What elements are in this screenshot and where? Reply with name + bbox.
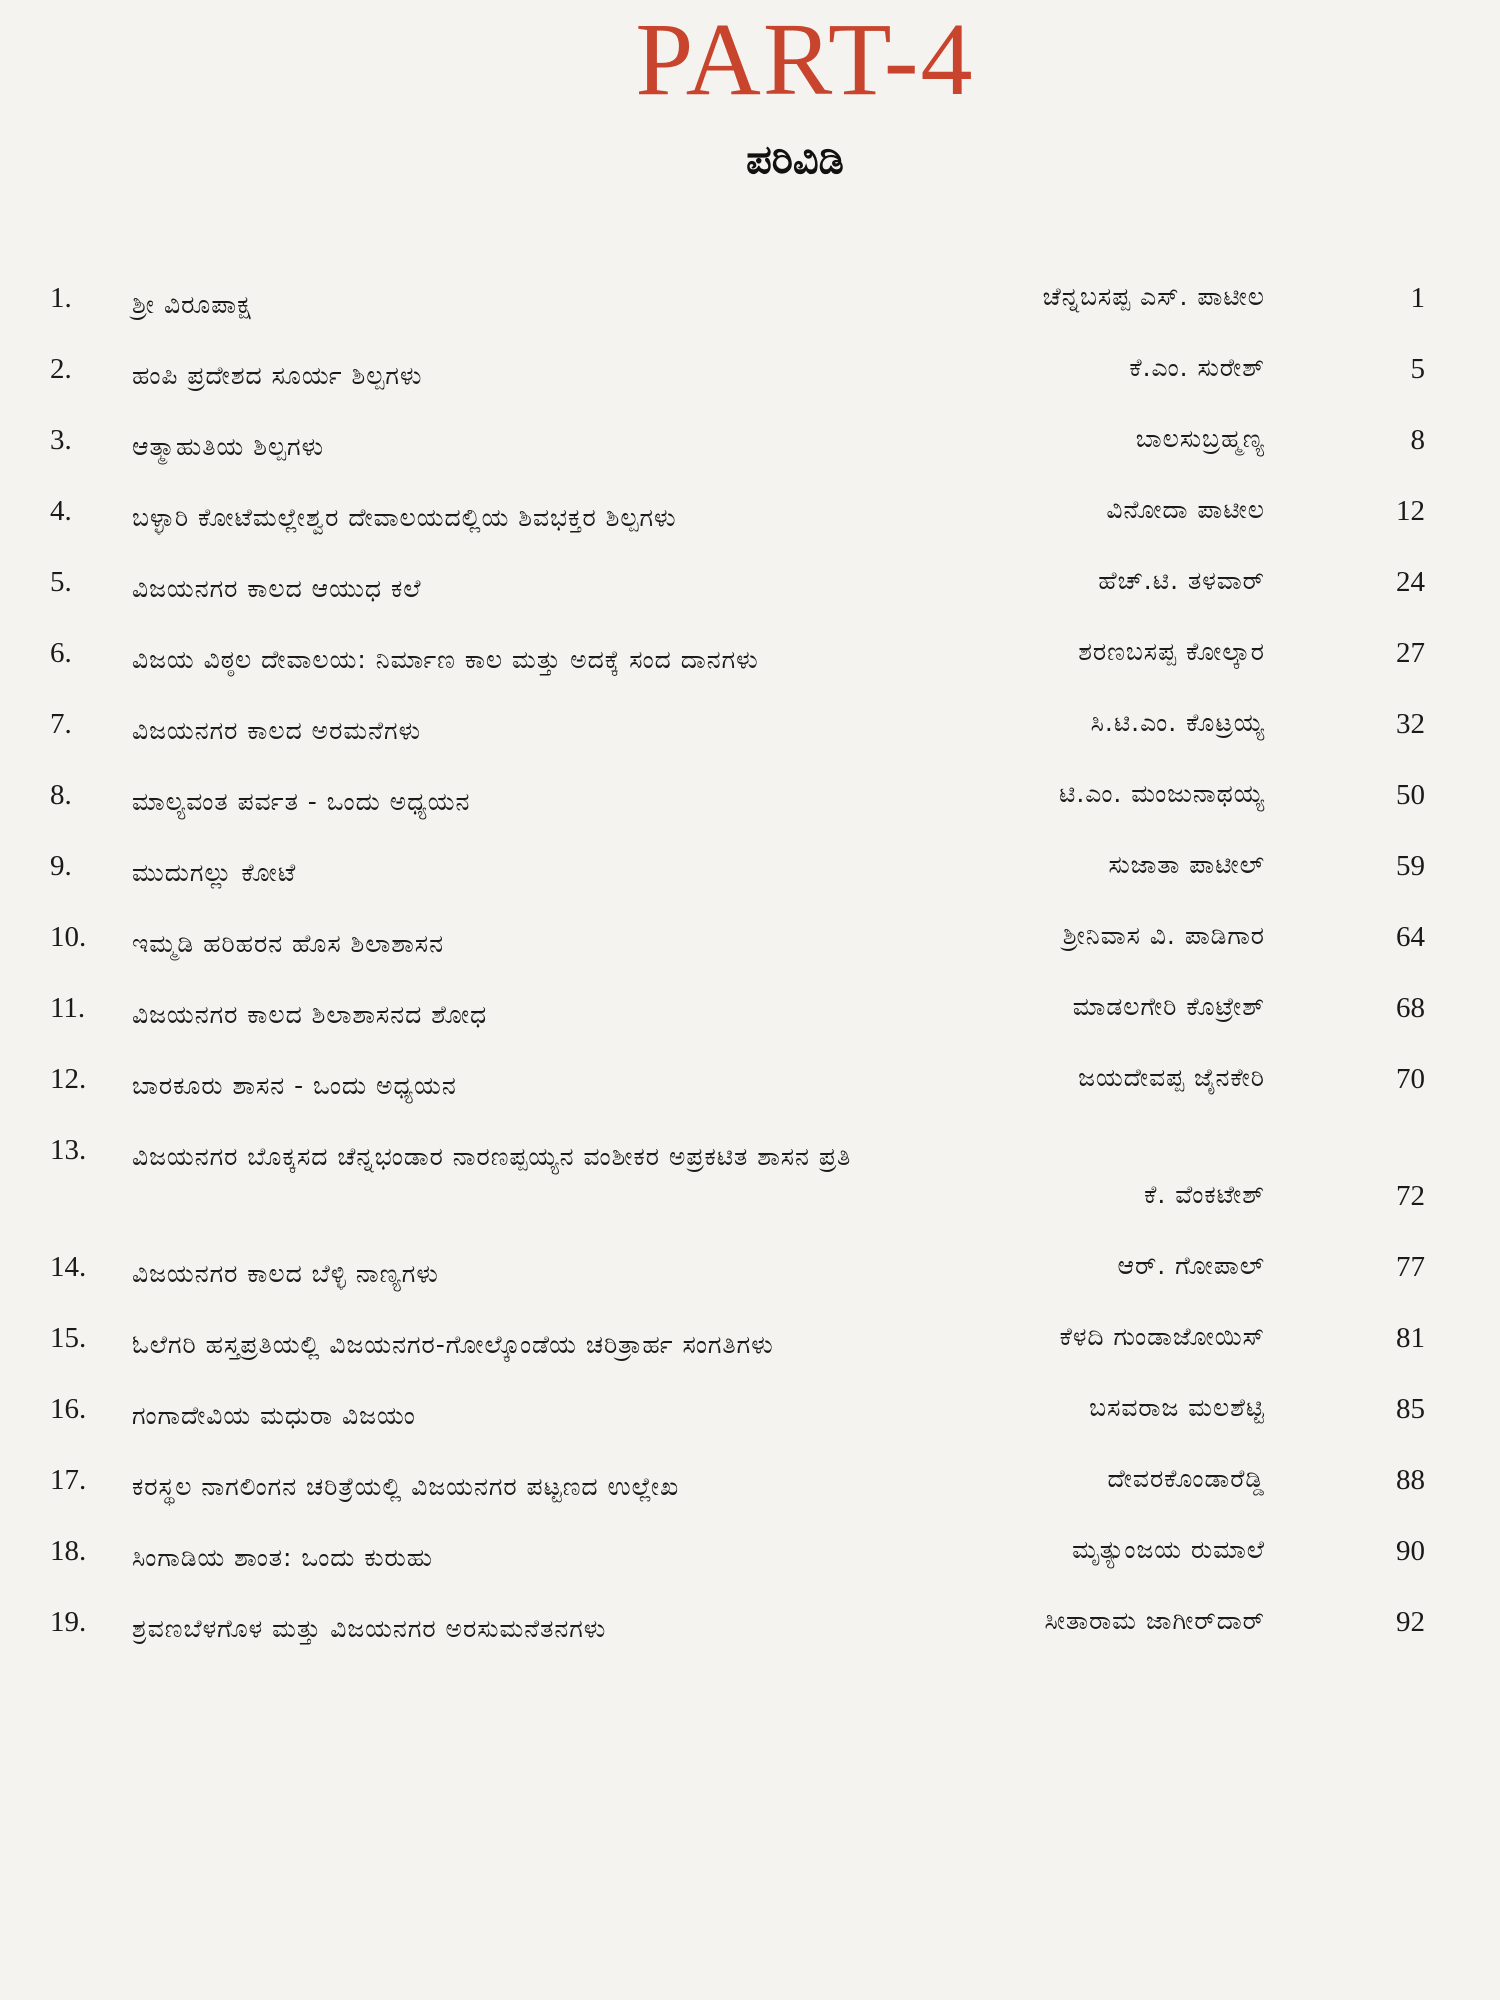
entry-page: 64 [1396,921,1425,953]
entry-title: ಸಿಂಗಾಡಿಯ ಶಾಂತ: ಒಂದು ಕುರುಹು [132,1543,433,1572]
toc-entry-3 [50,410,1425,481]
part-title: PART-4 [635,2,975,117]
entry-title: ಹಂಪಿ ಪ್ರದೇಶದ ಸೂರ್ಯ ಶಿಲ್ಪಗಳು [132,361,423,390]
entry-author: ಶ್ರೀನಿವಾಸ ವಿ. ಪಾಡಿಗಾರ [1062,921,1265,950]
entry-page: 90 [1396,1535,1425,1567]
entry-number: 2. [50,353,72,385]
entry-title: ಓಲೆಗರಿ ಹಸ್ತಪ್ರತಿಯಲ್ಲಿ ವಿಜಯನಗರ-ಗೋಲ್ಕೊಂಡೆಯ ಚರಿತ್ರಾರ್ಹ ಸಂಗತಿಗಳು [132,1330,774,1359]
entry-number: 14. [50,1251,87,1283]
entry-number: 19. [50,1606,87,1638]
entry-page: 8 [1410,424,1425,456]
entry-author: ಕೆ.ಎಂ. ಸುರೇಶ್ [1129,353,1265,382]
entry-author: ಕೆಳದಿ ಗುಂಡಾಜೋಯಿಸ್ [1059,1322,1265,1351]
entry-number: 1. [50,282,72,314]
entry-page: 92 [1396,1606,1425,1638]
entry-number: 11. [50,992,86,1024]
toc-entry-16 [50,1379,1425,1450]
entry-title: ಶ್ರವಣಬೆಳಗೊಳ ಮತ್ತು ವಿಜಯನಗರ ಅರಸುಮನೆತನಗಳು [132,1614,607,1643]
entry-title: ಇಮ್ಮಡಿ ಹರಿಹರನ ಹೊಸ ಶಿಲಾಶಾಸನ [132,929,444,958]
entry-author: ಸಿ.ಟಿ.ಎಂ. ಕೊಟ್ರಯ್ಯ [1090,708,1265,737]
entry-author: ಬಸವರಾಜ ಮಲಶೆಟ್ಟಿ [1089,1393,1265,1422]
toc-entry-17 [50,1450,1425,1521]
entry-page: 77 [1396,1251,1425,1283]
toc-entry-19 [50,1592,1425,1663]
entry-page: 68 [1396,992,1425,1024]
entry-number: 7. [50,708,72,740]
entry-page: 12 [1396,495,1425,527]
toc-entry-1 [50,268,1425,339]
toc-entry-12 [50,1049,1425,1120]
entry-author: ಬಾಲಸುಬ್ರಹ್ಮಣ್ಯ [1135,424,1265,453]
entry-page: 85 [1396,1393,1425,1425]
entry-title: ಗಂಗಾದೇವಿಯ ಮಧುರಾ ವಿಜಯಂ [132,1401,416,1430]
entry-title: ವಿಜಯನಗರ ಕಾಲದ ಬೆಳ್ಳಿ ನಾಣ್ಯಗಳು [132,1259,439,1288]
entry-title: ವಿಜಯ ವಿಠ್ಠಲ ದೇವಾಲಯ: ನಿರ್ಮಾಣ ಕಾಲ ಮತ್ತು ಅದಕ್ಕೆ ಸಂದ ದಾನಗಳು [132,645,759,674]
entry-page: 70 [1396,1063,1425,1095]
entry-title: ಮುದುಗಲ್ಲು ಕೋಟೆ [132,858,297,887]
entry-author: ಮೃತ್ಯುಂಜಯ ರುಮಾಲೆ [1072,1535,1265,1564]
entry-number: 12. [50,1063,87,1095]
entry-page: 5 [1410,353,1425,385]
toc-entry-11 [50,978,1425,1049]
entry-author: ಸೀತಾರಾಮ ಜಾಗೀರ್‌ದಾರ್ [1044,1606,1265,1635]
entry-title: ಕರಸ್ಥಲ ನಾಗಲಿಂಗನ ಚರಿತ್ರೆಯಲ್ಲಿ ವಿಜಯನಗರ ಪಟ್ಟಣದ ಉಲ್ಲೇಖ [132,1472,680,1501]
entry-author: ಆರ್. ಗೋಪಾಲ್ [1117,1251,1265,1280]
entry-page: 81 [1396,1322,1425,1354]
entry-number: 6. [50,637,72,669]
toc-entry-2 [50,339,1425,410]
entry-author: ಟಿ.ಎಂ. ಮಂಜುನಾಥಯ್ಯ [1059,779,1265,808]
toc-entry-9 [50,836,1425,907]
entry-page: 59 [1396,850,1425,882]
entry-title: ವಿಜಯನಗರ ಕಾಲದ ಶಿಲಾಶಾಸನದ ಶೋಧ [132,1000,488,1029]
entry-title: ವಿಜಯನಗರ ಕಾಲದ ಅರಮನೆಗಳು [132,716,422,745]
entry-page: 1 [1410,282,1425,314]
toc-entry-10 [50,907,1425,978]
entry-number: 13. [50,1134,87,1166]
entry-author: ದೇವರಕೊಂಡಾರೆಡ್ಡಿ [1107,1464,1265,1493]
entry-page: 72 [1396,1180,1425,1212]
table-of-contents [50,268,1425,1663]
toc-entry-6 [50,623,1425,694]
entry-number: 10. [50,921,87,953]
entry-author: ಶರಣಬಸಪ್ಪ ಕೋಲ್ಕಾರ [1078,637,1265,666]
entry-title: ವಿಜಯನಗರ ಕಾಲದ ಆಯುಧ ಕಲೆ [132,574,422,603]
entry-author: ಚೆನ್ನಬಸಪ್ಪ ಎಸ್. ಪಾಟೀಲ [1042,282,1265,311]
toc-entry-4 [50,481,1425,552]
entry-page: 24 [1396,566,1425,598]
entry-number: 3. [50,424,72,456]
entry-title: ವಿಜಯನಗರ ಬೊಕ್ಕಸದ ಚೆನ್ನಭಂಡಾರ ನಾರಣಪ್ಪಯ್ಯನ ವಂಶೀಕರ ಅಪ್ರಕಟಿತ ಶಾಸನ ಪ್ರತಿ [132,1142,852,1171]
entry-author: ಕೆ. ವೆಂಕಟೇಶ್ [1144,1180,1265,1209]
toc-entry-15 [50,1308,1425,1379]
toc-entry-18 [50,1521,1425,1592]
entry-author: ಮಾಡಲಗೇರಿ ಕೊಟ್ರೇಶ್ [1072,992,1265,1021]
toc-entry-7 [50,694,1425,765]
entry-title: ಬಾರಕೂರು ಶಾಸನ - ಒಂದು ಅಧ್ಯಯನ [132,1071,457,1100]
entry-number: 15. [50,1322,87,1354]
entry-title: ಆತ್ಮಾಹುತಿಯ ಶಿಲ್ಪಗಳು [132,432,325,461]
entry-author: ವಿನೋದಾ ಪಾಟೀಲ [1106,495,1265,524]
entry-page: 27 [1396,637,1425,669]
entry-page: 32 [1396,708,1425,740]
entry-number: 8. [50,779,72,811]
entry-title: ಶ್ರೀ ವಿರೂಪಾಕ್ಷ [132,290,252,319]
toc-entry-14 [50,1237,1425,1308]
entry-author: ಹೆಚ್.ಟಿ. ತಳವಾರ್ [1098,566,1265,595]
entry-number: 16. [50,1393,87,1425]
entry-number: 17. [50,1464,87,1496]
entry-title: ಮಾಲ್ಯವಂತ ಪರ್ವತ - ಒಂದು ಅಧ್ಯಯನ [132,787,471,816]
entry-number: 9. [50,850,72,882]
entry-author: ಸುಜಾತಾ ಪಾಟೀಲ್ [1108,850,1265,879]
entry-page: 50 [1396,779,1425,811]
entry-number: 5. [50,566,72,598]
toc-entry-5 [50,552,1425,623]
toc-entry-13 [50,1120,1425,1237]
toc-entry-8 [50,765,1425,836]
entry-author: ಜಯದೇವಪ್ಪ ಜೈನಕೇರಿ [1078,1063,1265,1092]
entry-number: 4. [50,495,72,527]
section-title: ಪರಿವಿಡಿ [746,137,844,183]
entry-page: 88 [1396,1464,1425,1496]
entry-title: ಬಳ್ಳಾರಿ ಕೋಟೆಮಲ್ಲೇಶ್ವರ ದೇವಾಲಯದಲ್ಲಿಯ ಶಿವಭಕ್ತರ ಶಿಲ್ಪಗಳು [132,503,677,532]
entry-number: 18. [50,1535,87,1567]
